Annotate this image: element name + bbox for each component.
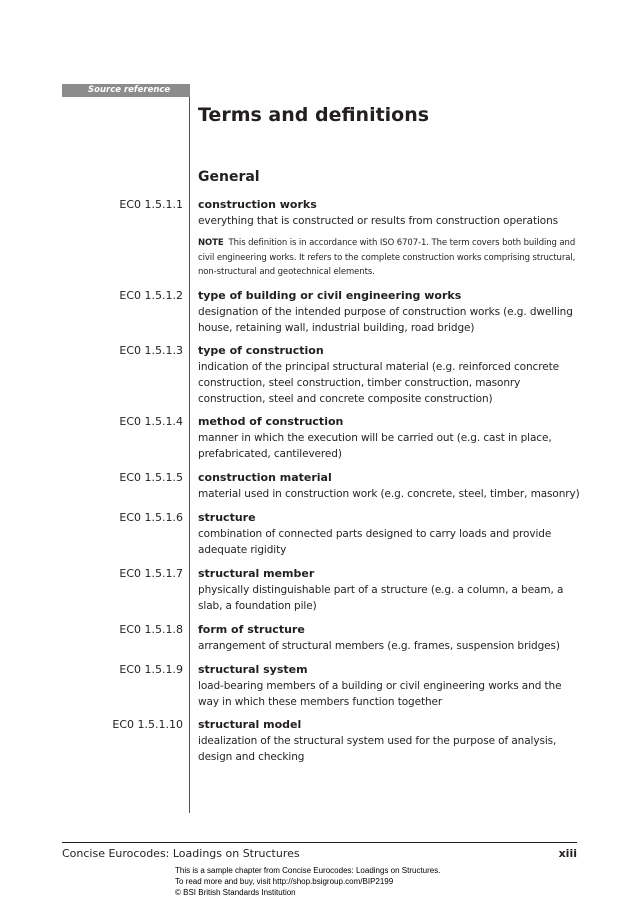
source-reference: EC0 1.5.1.7 xyxy=(119,567,183,580)
source-reference-label: Source reference xyxy=(62,84,190,97)
definition: idealization of the structural system used for the purpose of analysis, design and checking xyxy=(198,735,557,763)
footer-rule xyxy=(62,842,577,843)
term: form of structure xyxy=(198,623,305,636)
notice-line: This is a sample chapter from Concise Eurocodes: Loadings on Structures. xyxy=(175,866,441,875)
note-label: NOTE xyxy=(198,238,224,248)
note xyxy=(198,236,583,280)
term: structural system xyxy=(198,663,308,676)
notice-line: To read more and buy, visit http://shop.bsigroup.com/BIP2199 xyxy=(175,877,394,886)
term: construction material xyxy=(198,471,332,484)
source-reference: EC0 1.5.1.8 xyxy=(119,623,183,636)
note-text: This definition is in accordance with ISO 6707-1. The term covers both building and civil engineering works. It refers to the complete construction works comprising structural, non-structural and geotechnical elements. xyxy=(198,238,576,277)
term: structural model xyxy=(198,718,302,731)
term: structure xyxy=(198,511,256,524)
definition: arrangement of structural members (e.g. frames, suspension bridges) xyxy=(198,640,560,652)
source-reference: EC0 1.5.1.5 xyxy=(119,471,183,484)
term: type of building or civil engineering works xyxy=(198,289,462,302)
source-reference: EC0 1.5.1.1 xyxy=(119,198,183,211)
term: method of construction xyxy=(198,415,344,428)
definition: manner in which the execution will be carried out (e.g. cast in place, prefabricated, cantilevered) xyxy=(198,432,552,460)
term: structural member xyxy=(198,567,315,580)
sample-chapter-notice xyxy=(175,865,440,898)
definition: designation of the intended purpose of construction works (e.g. dwelling house, retaining wall, industrial building, road bridge) xyxy=(198,306,573,334)
term: type of construction xyxy=(198,344,324,357)
source-reference: EC0 1.5.1.3 xyxy=(119,344,183,357)
section-heading: General xyxy=(198,169,260,185)
source-reference: EC0 1.5.1.2 xyxy=(119,289,183,302)
source-reference: EC0 1.5.1.4 xyxy=(119,415,183,428)
definition: indication of the principal structural material (e.g. reinforced concrete construction, steel construction, timber construction, masonry construction, steel and concrete composite construction) xyxy=(198,361,559,405)
column-divider xyxy=(189,97,190,813)
source-reference: EC0 1.5.1.9 xyxy=(119,663,183,676)
source-reference: EC0 1.5.1.10 xyxy=(112,718,183,731)
page-number: xiii xyxy=(558,847,577,860)
definition: load-bearing members of a building or civil engineering works and the way in which these members function together xyxy=(198,680,562,708)
footer-book-title: Concise Eurocodes: Loadings on Structures xyxy=(62,847,300,860)
definition: physically distinguishable part of a structure (e.g. a column, a beam, a slab, a foundation pile) xyxy=(198,584,564,612)
definition: combination of connected parts designed to carry loads and provide adequate rigidity xyxy=(198,528,552,556)
term: construction works xyxy=(198,198,317,211)
definition: everything that is constructed or results from construction operations xyxy=(198,215,559,227)
source-reference: EC0 1.5.1.6 xyxy=(119,511,183,524)
definition: material used in construction work (e.g. concrete, steel, timber, masonry) xyxy=(198,488,580,500)
page-title: Terms and definitions xyxy=(198,104,430,126)
notice-line: © BSI British Standards Institution xyxy=(175,888,296,897)
